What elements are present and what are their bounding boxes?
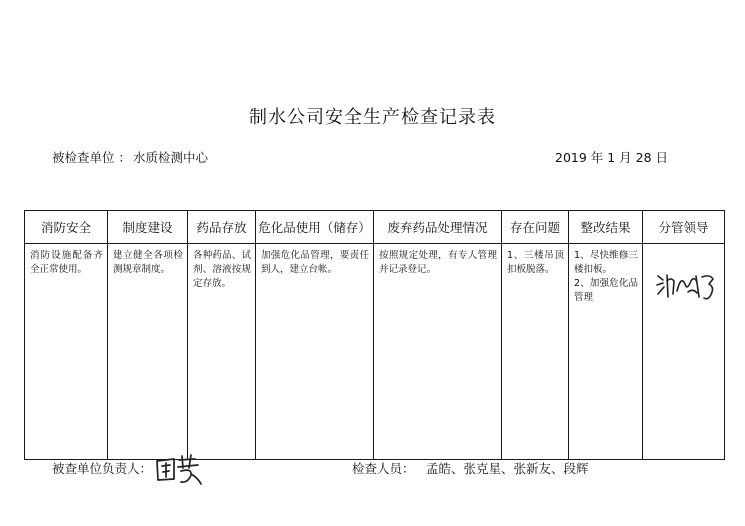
inspection-date: 2019 年 1 月 28 日 [555,150,669,165]
inspection-record-table [24,210,725,460]
header-existing-problems: 存在问题 [502,211,569,244]
responsible-person-signature [154,452,212,486]
responsible-person-label: 被查单位负责人： [52,461,153,476]
rectification-item-1: 1、尽快维修三楼扣板。 [574,250,638,275]
form-title: 制水公司安全生产检查记录表 [249,107,496,128]
inspected-unit-label: 被检查单位 ： [52,150,131,165]
cell-system-building: 建立健全各项检测规章制度。 [108,244,188,460]
cell-hazardous-chemicals: 加强危化品管理，要责任到人，建立台帐。 [256,244,374,460]
header-chemical-storage: 药品存放 [188,211,256,244]
inspectors-names: 孟皓、张克星、张新友、段辉 [426,461,589,476]
header-hazardous-chemicals: 危化品使用（储存） [256,211,374,244]
table-header-row [25,211,725,244]
table-row [25,244,725,460]
header-fire-safety: 消防安全 [25,211,108,244]
inspectors-label: 检查人员： [352,461,415,476]
cell-supervising-leader [643,244,725,460]
header-supervising-leader: 分管领导 [643,211,725,244]
cell-waste-disposal: 按照规定处理，有专人管理并记录登记。 [374,244,502,460]
header-waste-disposal: 废弃药品处理情况 [374,211,502,244]
cell-existing-problems: 1、三楼吊顶扣板脱落。 [502,244,569,460]
rectification-item-2: 2、加强危化品管理 [574,278,638,303]
inspected-unit-value: 水质检测中心 [133,150,209,165]
cell-fire-safety: 消防设施配备齐全正常使用。 [25,244,108,460]
cell-chemical-storage: 各种药品、试剂、溶液按规定存放。 [188,244,256,460]
header-system-building: 制度建设 [108,211,188,244]
leader-signature [654,267,720,303]
header-rectification-result: 整改结果 [569,211,643,244]
cell-rectification-result [569,244,643,460]
